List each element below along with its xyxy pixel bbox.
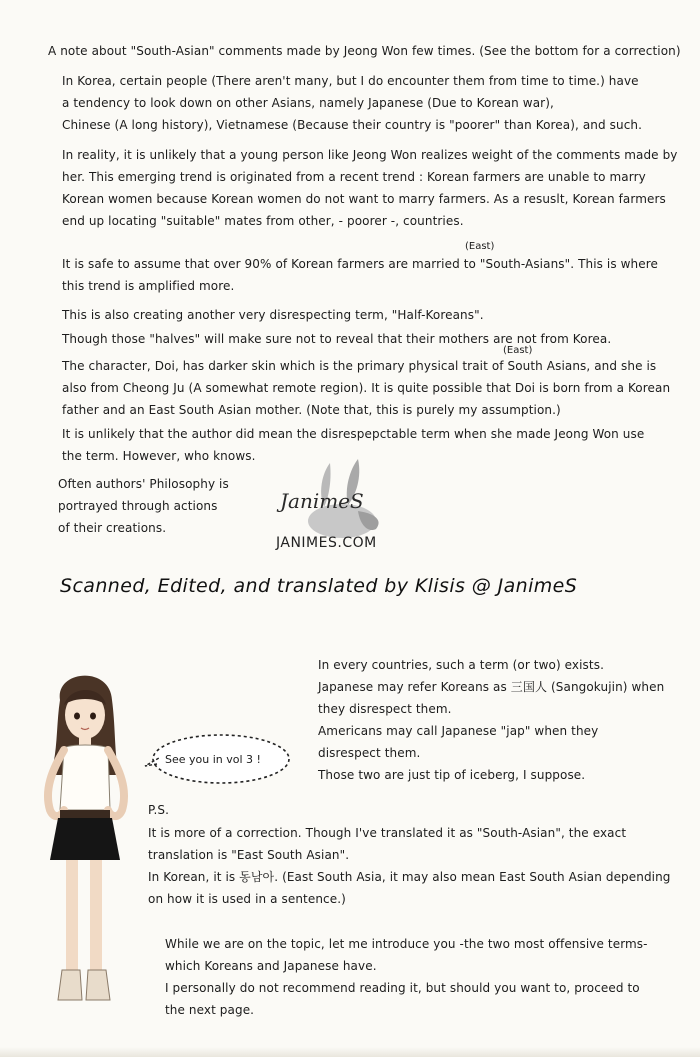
text-line: they disrespect them. (318, 702, 452, 716)
ps-label: P.S. (148, 803, 170, 817)
text-line: This is also creating another very disrespecting term, "Half-Koreans". (62, 308, 484, 322)
text-line: the next page. (165, 1003, 255, 1017)
text-line: the term. However, who knows. (62, 449, 256, 463)
text-line: Often authors' Philosophy is (58, 477, 229, 491)
credit-line: Scanned, Edited, and translated by Klisis @ JanimeS (60, 575, 578, 597)
text-line: It is safe to assume that over 90% of Korean farmers are married to "South-Asians". This is where (62, 257, 658, 271)
text-line: It is unlikely that the author did mean the disrespepctable term when she made Jeong Won use (62, 427, 645, 441)
text-line: which Koreans and Japanese have. (165, 959, 377, 973)
text-line: In Korean, it is 동남아. (East South Asia, it may also mean East South Asian depending (148, 870, 671, 884)
text-line: end up locating "suitable" mates from other, - poorer -, countries. (62, 214, 464, 228)
logo-url: JANIMES.COM (276, 535, 377, 551)
text-line: I personally do not recommend reading it, but should you want to, proceed to (165, 981, 640, 995)
text-line: father and an East South Asian mother. (Note that, this is purely my assumption.) (62, 403, 561, 417)
text-line: Chinese (A long history), Vietnamese (Because their country is "poorer" than Korea), and such. (62, 118, 643, 132)
girl-illustration (30, 660, 140, 1020)
text-line: In reality, it is unlikely that a young person like Jeong Won realizes weight of the comments made by (62, 148, 678, 162)
text-line: portrayed through actions (58, 499, 218, 513)
text-line: Americans may call Japanese "jap" when they (318, 724, 599, 738)
text-line: In every countries, such a term (or two) exists. (318, 658, 604, 672)
page-bottom-edge (0, 1047, 700, 1057)
east-annotation: (East) (503, 345, 533, 356)
speech-bubble-text: See you in vol 3 ! (165, 753, 261, 766)
text-line: this trend is amplified more. (62, 279, 235, 293)
text-line: In Korea, certain people (There aren't many, but I do encounter them from time to time.) have (62, 74, 639, 88)
text-line: disrespect them. (318, 746, 421, 760)
text-line: Those two are just tip of iceberg, I suppose. (318, 768, 586, 782)
text-line: The character, Doi, has darker skin which is the primary physical trait of South Asians, and she is (62, 359, 657, 373)
text-line: also from Cheong Ju (A somewhat remote region). It is quite possible that Doi is born from a Korean (62, 381, 671, 395)
intro-line: A note about "South-Asian" comments made by Jeong Won few times. (See the bottom for a correction) (48, 44, 681, 58)
logo-wordmark: JanimeS (280, 489, 364, 513)
text-line: on how it is used in a sentence.) (148, 892, 346, 906)
text-line: Japanese may refer Koreans as 三国人 (Sangokujin) when (318, 680, 665, 694)
east-annotation: (East) (465, 241, 495, 252)
text-line: Korean women because Korean women do not want to marry farmers. As a resuslt, Korean farmers (62, 192, 666, 206)
text-line: While we are on the topic, let me introduce you -the two most offensive terms- (165, 937, 648, 951)
text-line: translation is "East South Asian". (148, 848, 350, 862)
text-line: Though those "halves" will make sure not to reveal that their mothers are not from Korea. (62, 332, 612, 346)
text-line: It is more of a correction. Though I've translated it as "South-Asian", the exact (148, 826, 627, 840)
text-line: a tendency to look down on other Asians, namely Japanese (Due to Korean war), (62, 96, 554, 110)
text-line: her. This emerging trend is originated from a recent trend : Korean farmers are unable to marry (62, 170, 646, 184)
text-line: of their creations. (58, 521, 167, 535)
